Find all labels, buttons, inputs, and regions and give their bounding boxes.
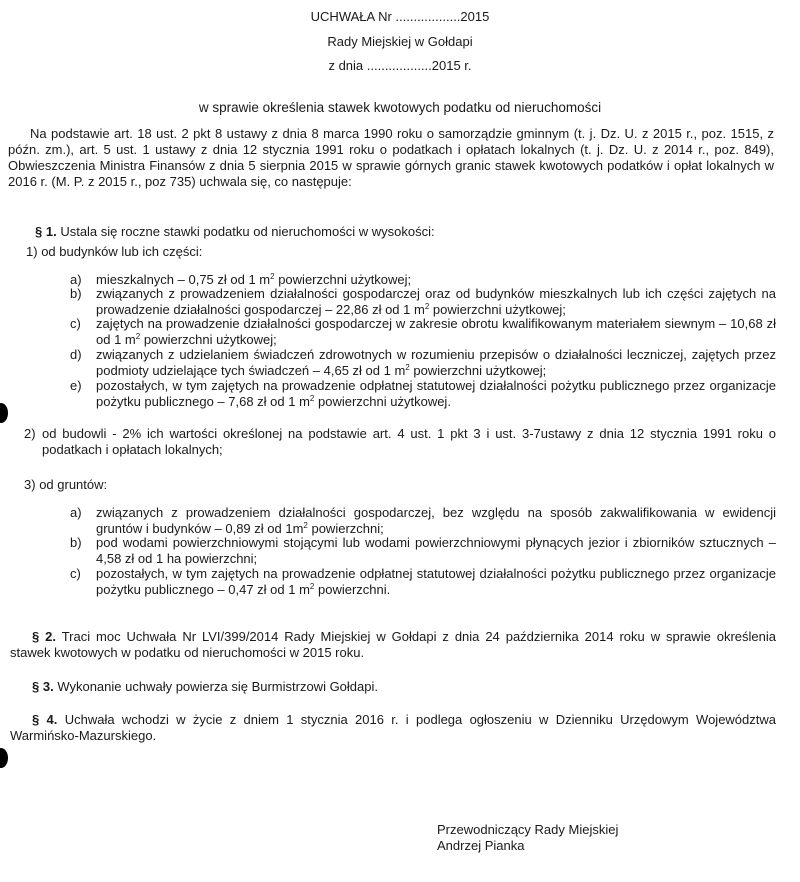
- resolution-subject: w sprawie określenia stawek kwotowych podatku od nieruchomości: [198, 100, 602, 115]
- point-text: od budowli - 2% ich wartości określonej na podstawie art. 4 ust. 1 pkt 3 i ust. 3-7ustawy z dnia 12 stycznia 1991 roku o podatkach i opłatach lokalnych;: [42, 426, 776, 457]
- punch-hole: [0, 748, 8, 768]
- item-text: związanych z udzielaniem świadczeń zdrowotnych w rozumieniu przepisów o działalności leczniczej, zajętych przez podmioty udzielające tych świadczeń – 4,65 zł od 1 $m^2$ powierzchni użytkowej;: [96, 347, 776, 378]
- paragraph-mark: § 1.: [35, 224, 57, 239]
- paragraph-mark: § 3.: [32, 679, 54, 694]
- item-text: pozostałych, w tym zajętych na prowadzenie odpłatnej statutowej działalności pożytku publicznego przez organizacje pożytku publicznego – 7,68 zł od 1 $m^2$ powierzchni użytkowej.: [96, 378, 776, 409]
- point-text: od gruntów:: [39, 477, 108, 492]
- paragraph-1: [35, 224, 775, 240]
- item-label: b): [70, 535, 82, 550]
- item-text: pod wodami powierzchniowymi stojącymi lub wodami powierzchniowymi płynących jezior i zbiorników sztucznych – 4,58 zł od 1 ha powierzchni;: [96, 535, 776, 566]
- point-text: od budynków lub ich części:: [41, 244, 203, 259]
- item-label: a): [70, 505, 82, 520]
- item-text: mieszkalnych – 0,75 zł od 1 $m^2$ powierzchni użytkowej;: [96, 272, 412, 287]
- paragraph-4: [10, 712, 776, 744]
- item-text: związanych z prowadzeniem działalności gospodarczej, bez względu na sposób zakwalifikowania w ewidencji gruntów i budynków – 0,89 zł od $1m^2$ powierzchni;: [96, 505, 776, 536]
- signature-name: Andrzej Pianka: [437, 838, 525, 853]
- council-name: Rady Miejskiej w Gołdapi: [327, 34, 473, 49]
- paragraph-mark: § 2.: [32, 629, 57, 644]
- paragraph-text: Wykonanie uchwały powierza się Burmistrzowi Gołdapi.: [57, 679, 378, 694]
- punch-hole: [0, 403, 8, 423]
- paragraph-text: Traci moc Uchwała Nr LVI/399/2014 Rady Miejskiej w Gołdapi z dnia 24 października 2014 roku w sprawie określenia stawek kwotowych w podatku od nieruchomości w 2015 roku.: [10, 629, 776, 660]
- paragraph-2: [10, 629, 776, 661]
- item-text: związanych z prowadzeniem działalności gospodarczej oraz od budynków mieszkalnych lub ich części zajętych na prowadzenie działalności gospodarczej – 22,86 zł od 1 $m^2$ powierzchni użytkowej;: [96, 286, 776, 317]
- resolution-date: z dnia ..................2015 r.: [328, 58, 472, 73]
- resolution-title: UCHWAŁA Nr ..................2015: [310, 9, 490, 24]
- point-label: 2): [24, 426, 36, 441]
- item-text: pozostałych, w tym zajętych na prowadzenie odpłatnej statutowej działalności pożytku publicznego przez organizacje pożytku publicznego – 0,47 zł od 1 $m^2$ powierzchni.: [96, 566, 776, 597]
- paragraph-text: Uchwała wchodzi w życie z dniem 1 stycznia 2016 r. i podlega ogłoszeniu w Dzienniku Urzędowym Województwa Warmińsko-Mazurskiego.: [10, 712, 777, 743]
- item-label: d): [70, 347, 82, 362]
- item-label: e): [70, 378, 82, 393]
- paragraph-3: [32, 679, 772, 695]
- paragraph-text: Ustala się roczne stawki podatku od nieruchomości w wysokości:: [60, 224, 435, 239]
- paragraph-mark: § 4.: [32, 712, 58, 727]
- point-label: 3): [24, 477, 36, 492]
- item-label: b): [70, 286, 82, 301]
- item-label: c): [70, 316, 81, 331]
- point-label: 1): [26, 244, 38, 259]
- item-label: a): [70, 272, 82, 287]
- legal-basis-paragraph: Na podstawie art. 18 ust. 2 pkt 8 ustawy z dnia 8 marca 1990 roku o samorządzie gminnym (t. j. Dz. U. z 2015 r., poz. 1515, z późn. zm.), art. 5 ust. 1 ustawy z dnia 12 stycznia 1991 roku o podatkach i opłatach lokalnych (t. j. Dz. U. z 2014 r., poz. 849), Obwieszczenia Ministra Finansów z dnia 5 sierpnia 2015 w sprawie górnych granic stawek kwotowych podatków i opłat lokalnych w 2016 r. (M. P. z 2015 r., poz 735) uchwala się, co następuje:: [8, 126, 774, 189]
- point-3: [24, 477, 764, 493]
- item-text: zajętych na prowadzenie działalności gospodarczej w zakresie obrotu kwalifikowanym materiałem siewnym – 10,68 zł od 1 $m^2$ powierzchni użytkowej;: [96, 316, 776, 347]
- signature-role: Przewodniczący Rady Miejskiej: [437, 822, 619, 837]
- item-label: c): [70, 566, 81, 581]
- point-1: [26, 244, 766, 260]
